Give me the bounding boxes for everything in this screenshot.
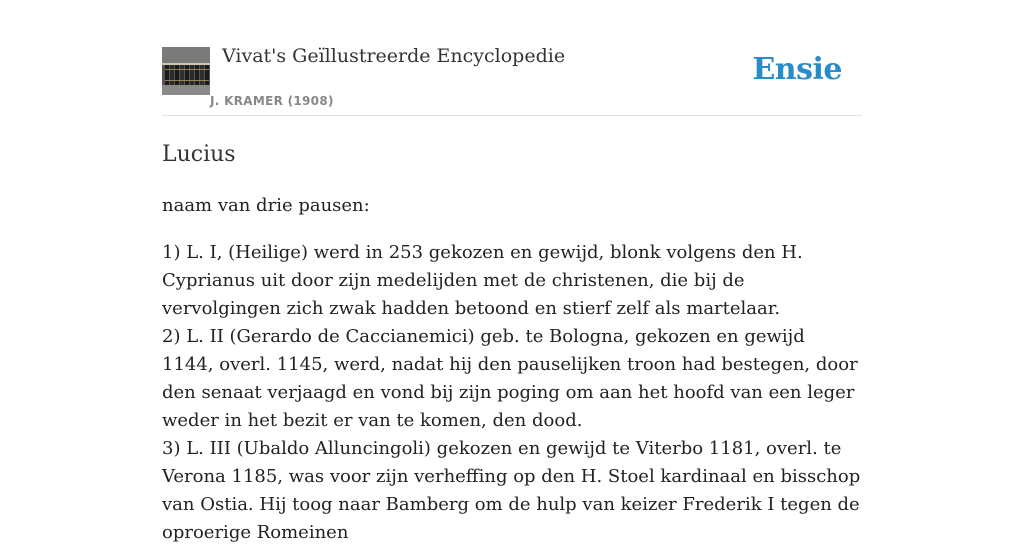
entry-item-2: 2) L. II (Gerardo de Caccianemici) geb. te Bologna, gekozen en gewijd 1144, overl. 1145, werd, nadat hij den pauselijken troon had bestegen, door den senaat verjaagd en vond bij zijn poging om aan het hoofd van een leger weder in het bezit er van te komen, den dood. bbox=[162, 326, 858, 431]
page-container bbox=[162, 0, 862, 543]
entry-title: Lucius bbox=[162, 142, 236, 167]
book-author: J. KRAMER (1908) bbox=[210, 94, 334, 108]
book-spines-icon[interactable] bbox=[162, 47, 210, 95]
book-header bbox=[162, 0, 862, 116]
entry-intro: naam van drie pausen: bbox=[162, 195, 370, 216]
entry-item-1: 1) L. I, (Heilige) werd in 253 gekozen en gewijd, blonk volgens den H. Cyprianus uit door zijn medelijden met de christenen, die bij de vervolgingen zich zwak hadden betoond en stierf zelf als martelaar. bbox=[162, 242, 803, 319]
book-title[interactable]: Vivat's Geïllustreerde Encyclopedie bbox=[222, 45, 566, 67]
entry-body bbox=[162, 239, 862, 547]
entry-item-3: 3) L. III (Ubaldo Alluncingoli) gekozen en gewijd te Viterbo 1181, overl. te Verona 1185, was voor zijn verheffing op den H. Stoel kardinaal en bisschop van Ostia. Hij toog naar Bamberg om de hulp van keizer Frederik I tegen de oproerige Romeinen bbox=[162, 438, 861, 543]
ensie-logo-link[interactable]: Ensie bbox=[752, 52, 842, 87]
